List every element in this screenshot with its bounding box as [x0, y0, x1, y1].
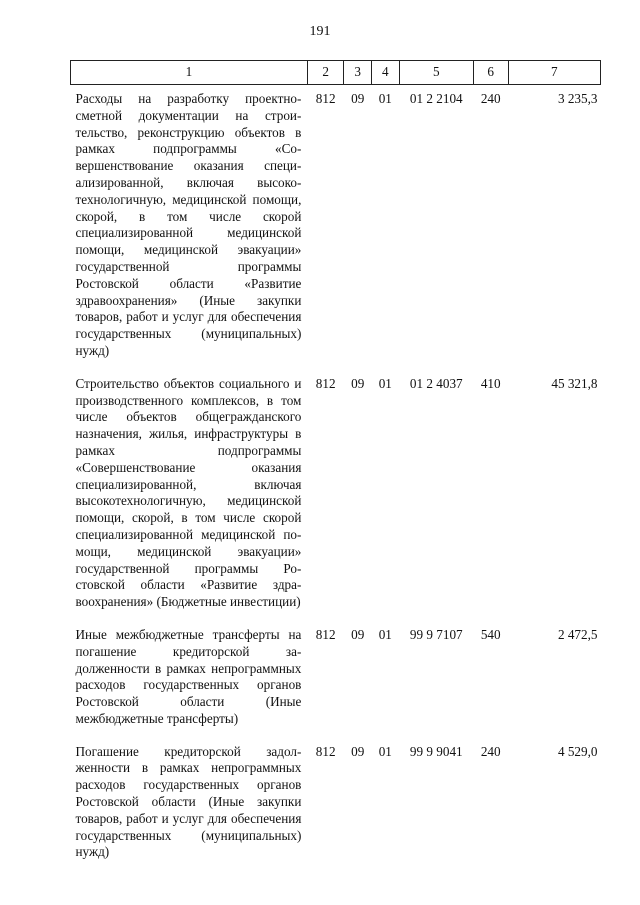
row-section-code: 09 — [351, 375, 365, 391]
row-section-code: 09 — [351, 91, 365, 106]
row-description: Расходы на разработку проектносметной документации на строительство, реконструкцию объектов в рамках подпрограммы «Совершенствование оказания специализированной, включая высокотехнологичную, медицинской помощи, скорой, в том числе скорой специализированной медицинской помощи, медицинской эвакуации» государственной программы Ростовской области «Развитие здравоохранения» (Иные закупки товаров, работ и услуг для обеспечения государственных (муниципальных) нужд) — [75, 91, 302, 358]
header-col-4: 4 — [372, 61, 400, 85]
row-description: Погашение кредиторской задолженности в рамках непрограммных расходов государственных органов Ростовской области (Иные закупки товаров, работ и услуг для обеспечения государственных (муниципальных) нужд) — [75, 743, 302, 860]
row-amount: 45 321,8 — [551, 375, 598, 391]
header-col-2: 2 — [307, 61, 344, 85]
row-subsection-code: 01 — [378, 743, 392, 759]
table-row — [71, 85, 601, 372]
row-expense-type: 240 — [480, 91, 501, 106]
row-expense-type: 410 — [480, 375, 501, 391]
row-section-code: 09 — [351, 626, 365, 642]
row-target-article: 99 9 9041 — [409, 743, 463, 759]
row-ministry-code: 812 — [315, 626, 336, 642]
row-expense-type: 240 — [480, 743, 501, 759]
row-subsection-code: 01 — [378, 375, 392, 391]
row-target-article: 01 2 4037 — [409, 375, 463, 391]
table-row — [71, 372, 601, 623]
header-col-3: 3 — [344, 61, 372, 85]
row-subsection-code: 01 — [378, 626, 392, 642]
row-description: Строительство объектов социального и производственного комплексов, в том числе объектов общегражданского назначения, жилья, инфраструктуры в рамках подпрограммы «Совершенствование оказания специализированной, включая высокотехнологичную, медицинской помощи, скорой, в том числе скорой специализированной медицинской помощи, медицинской эвакуации» государственной программы Ростовской области «Развитие здравоохранения» (Бюджетные инвестиции) — [75, 375, 302, 610]
row-target-article: 99 9 7107 — [409, 626, 463, 642]
header-col-1: 1 — [71, 61, 308, 85]
table-header-row — [71, 61, 601, 85]
header-col-5: 5 — [399, 61, 473, 85]
page-number: 191 — [309, 24, 331, 39]
row-ministry-code: 812 — [315, 91, 336, 106]
header-col-6: 6 — [473, 61, 508, 85]
row-amount: 4 529,0 — [557, 743, 598, 759]
row-ministry-code: 812 — [315, 375, 336, 391]
row-amount: 2 472,5 — [557, 626, 598, 642]
table-row — [71, 623, 601, 740]
table-row — [71, 740, 601, 874]
row-amount: 3 235,3 — [557, 91, 598, 106]
row-description: Иные межбюджетные трансферты на погашение кредиторской задолженности в рамках непрограммных расходов государственных органов Ростовской области (Иные межбюджетные трансферты) — [75, 626, 302, 726]
row-target-article: 01 2 2104 — [409, 91, 463, 106]
budget-table — [70, 60, 601, 873]
row-ministry-code: 812 — [315, 743, 336, 759]
row-expense-type: 540 — [480, 626, 501, 642]
header-col-7: 7 — [508, 61, 601, 85]
row-subsection-code: 01 — [378, 91, 392, 106]
row-section-code: 09 — [351, 743, 365, 759]
